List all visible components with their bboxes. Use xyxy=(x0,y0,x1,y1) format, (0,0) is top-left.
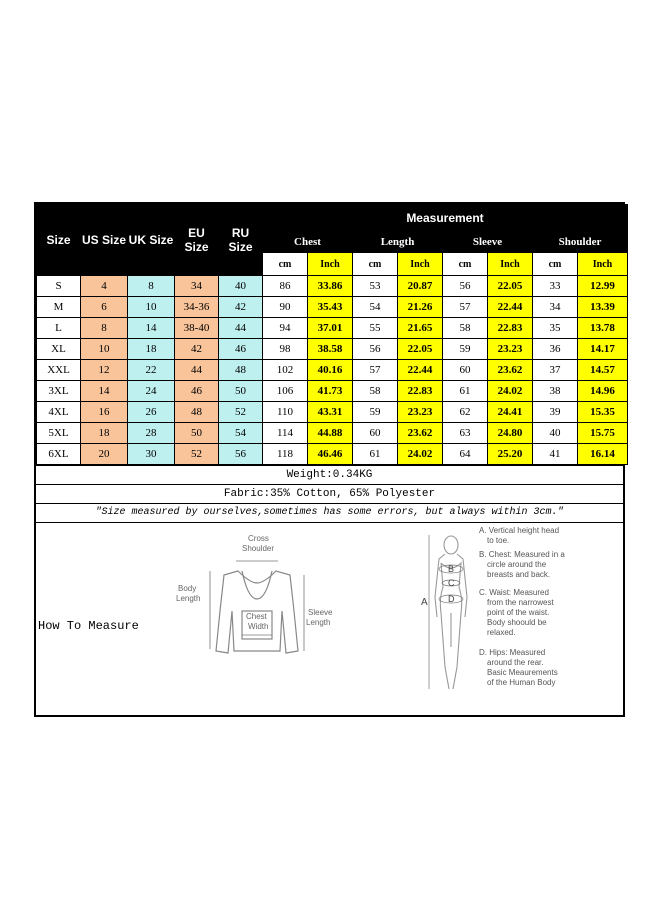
cell-sleeve-cm: 57 xyxy=(443,297,488,318)
cell-size: L xyxy=(37,318,81,339)
cell-shoulder-in: 14.17 xyxy=(578,339,628,360)
unit-inch: Inch xyxy=(308,253,353,276)
cell-sleeve-cm: 58 xyxy=(443,318,488,339)
measure-note-line: Body shoould be xyxy=(487,618,547,627)
cell-sleeve-in: 22.83 xyxy=(488,318,533,339)
cell-uk: 10 xyxy=(128,297,175,318)
cell-length-in: 23.62 xyxy=(398,423,443,444)
cell-eu: 48 xyxy=(175,402,219,423)
cell-shoulder-cm: 36 xyxy=(533,339,578,360)
group-length: Length xyxy=(353,232,443,253)
cell-us: 4 xyxy=(81,276,128,297)
cell-chest-in: 33.86 xyxy=(308,276,353,297)
cross-shoulder-text-1: Cross xyxy=(248,534,269,543)
eu-label: EU Size xyxy=(184,226,209,254)
measure-note-line: B. Chest: Measured in a xyxy=(479,550,565,559)
cell-size: 3XL xyxy=(37,381,81,402)
cell-sleeve-in: 23.23 xyxy=(488,339,533,360)
cell-ru: 44 xyxy=(219,318,263,339)
unit-inch: Inch xyxy=(488,253,533,276)
group-chest: Chest xyxy=(263,232,353,253)
cell-eu: 52 xyxy=(175,444,219,465)
cell-ru: 52 xyxy=(219,402,263,423)
cell-length-cm: 57 xyxy=(353,360,398,381)
cell-sleeve-cm: 61 xyxy=(443,381,488,402)
cell-eu: 42 xyxy=(175,339,219,360)
cell-length-cm: 54 xyxy=(353,297,398,318)
cell-size: XL xyxy=(37,339,81,360)
body-figure-icon xyxy=(435,536,467,689)
letter-a: A xyxy=(421,597,428,608)
cell-us: 16 xyxy=(81,402,128,423)
cell-us: 6 xyxy=(81,297,128,318)
cell-sleeve-in: 24.80 xyxy=(488,423,533,444)
cell-shoulder-cm: 38 xyxy=(533,381,578,402)
cell-chest-in: 35.43 xyxy=(308,297,353,318)
cell-us: 20 xyxy=(81,444,128,465)
cell-uk: 26 xyxy=(128,402,175,423)
measure-note-line: relaxed. xyxy=(487,628,516,637)
cell-sleeve-in: 24.41 xyxy=(488,402,533,423)
cell-sleeve-cm: 56 xyxy=(443,276,488,297)
unit-inch: Inch xyxy=(578,253,628,276)
cell-eu: 34-36 xyxy=(175,297,219,318)
cell-sleeve-in: 24.02 xyxy=(488,381,533,402)
ru-label: RU Size xyxy=(228,226,253,254)
cell-length-in: 24.02 xyxy=(398,444,443,465)
chest-width-text-2: Width xyxy=(248,622,269,631)
cell-chest-in: 37.01 xyxy=(308,318,353,339)
table-row xyxy=(37,423,628,444)
cell-size: 4XL xyxy=(37,402,81,423)
measure-notes xyxy=(479,527,565,687)
group-sleeve: Sleeve xyxy=(443,232,533,253)
table-row xyxy=(37,360,628,381)
cell-uk: 14 xyxy=(128,318,175,339)
unit-cm: cm xyxy=(263,253,308,276)
cell-ru: 46 xyxy=(219,339,263,360)
cell-uk: 18 xyxy=(128,339,175,360)
cell-shoulder-in: 14.96 xyxy=(578,381,628,402)
size-table xyxy=(36,204,628,465)
table-row xyxy=(37,381,628,402)
measure-note-line: breasts and back. xyxy=(487,570,551,579)
cell-eu: 38-40 xyxy=(175,318,219,339)
cell-chest-cm: 86 xyxy=(263,276,308,297)
measure-note-line: point of the waist. xyxy=(487,608,550,617)
cell-size: 6XL xyxy=(37,444,81,465)
body-length-text-2: Length xyxy=(176,594,201,603)
cell-shoulder-in: 14.57 xyxy=(578,360,628,381)
measure-note-line: around the rear. xyxy=(487,658,544,667)
cell-us: 8 xyxy=(81,318,128,339)
size-chart xyxy=(34,202,625,717)
cell-eu: 34 xyxy=(175,276,219,297)
cell-chest-in: 43.31 xyxy=(308,402,353,423)
cell-size: M xyxy=(37,297,81,318)
cell-chest-cm: 102 xyxy=(263,360,308,381)
cell-ru: 56 xyxy=(219,444,263,465)
col-size: Size xyxy=(37,205,81,276)
cell-length-in: 21.26 xyxy=(398,297,443,318)
measure-note-line: to toe. xyxy=(487,536,510,545)
cell-chest-in: 44.88 xyxy=(308,423,353,444)
cell-sleeve-cm: 64 xyxy=(443,444,488,465)
col-uk-size: UK Size xyxy=(128,205,175,276)
cell-shoulder-in: 12.99 xyxy=(578,276,628,297)
cell-length-cm: 55 xyxy=(353,318,398,339)
cell-sleeve-in: 23.62 xyxy=(488,360,533,381)
cell-length-in: 23.23 xyxy=(398,402,443,423)
cell-uk: 8 xyxy=(128,276,175,297)
cross-shoulder-text-2: Shoulder xyxy=(242,544,275,553)
cell-shoulder-cm: 39 xyxy=(533,402,578,423)
cell-ru: 50 xyxy=(219,381,263,402)
cell-shoulder-in: 13.78 xyxy=(578,318,628,339)
table-row xyxy=(37,402,628,423)
unit-inch: Inch xyxy=(398,253,443,276)
unit-cm: cm xyxy=(533,253,578,276)
cell-length-in: 22.83 xyxy=(398,381,443,402)
cell-sleeve-cm: 62 xyxy=(443,402,488,423)
cell-length-cm: 61 xyxy=(353,444,398,465)
cell-shoulder-cm: 41 xyxy=(533,444,578,465)
letter-d: D xyxy=(448,594,455,604)
cell-size: 5XL xyxy=(37,423,81,444)
weight-line: Weight:0.34KG xyxy=(36,465,623,484)
cell-sleeve-in: 22.44 xyxy=(488,297,533,318)
how-to-measure-section xyxy=(36,522,623,715)
cell-eu: 50 xyxy=(175,423,219,444)
cell-chest-in: 38.58 xyxy=(308,339,353,360)
cell-size: S xyxy=(37,276,81,297)
sleeve-length-text-1: Sleeve xyxy=(308,608,333,617)
cell-length-cm: 53 xyxy=(353,276,398,297)
how-to-measure-label: How To Measure xyxy=(38,619,139,633)
cell-eu: 46 xyxy=(175,381,219,402)
cell-ru: 42 xyxy=(219,297,263,318)
cell-eu: 44 xyxy=(175,360,219,381)
cell-shoulder-cm: 37 xyxy=(533,360,578,381)
cell-size: XXL xyxy=(37,360,81,381)
cell-uk: 24 xyxy=(128,381,175,402)
measure-note-line: from the narrowest xyxy=(487,598,554,607)
cell-shoulder-in: 15.35 xyxy=(578,402,628,423)
cell-length-in: 21.65 xyxy=(398,318,443,339)
cell-chest-cm: 106 xyxy=(263,381,308,402)
cell-sleeve-cm: 60 xyxy=(443,360,488,381)
letter-b: B xyxy=(448,564,455,574)
disclaimer-line: "Size measured by ourselves,sometimes has some errors, but always within 3cm." xyxy=(36,503,623,522)
body-diagram xyxy=(411,527,571,707)
table-row xyxy=(37,297,628,318)
cell-ru: 40 xyxy=(219,276,263,297)
col-ru-size xyxy=(219,205,263,276)
cell-shoulder-in: 13.39 xyxy=(578,297,628,318)
cell-uk: 30 xyxy=(128,444,175,465)
cell-chest-in: 40.16 xyxy=(308,360,353,381)
cell-us: 12 xyxy=(81,360,128,381)
table-row xyxy=(37,276,628,297)
cell-chest-cm: 94 xyxy=(263,318,308,339)
cell-length-cm: 56 xyxy=(353,339,398,360)
letter-c: C xyxy=(448,578,455,588)
cell-length-cm: 60 xyxy=(353,423,398,444)
cell-chest-cm: 118 xyxy=(263,444,308,465)
measure-note-line: Basic Meaurements xyxy=(487,668,558,677)
measure-note-line: of the Human Body xyxy=(487,678,556,687)
cell-chest-cm: 114 xyxy=(263,423,308,444)
fabric-line: Fabric:35% Cotton, 65% Polyester xyxy=(36,484,623,503)
sleeve-length-text-2: Length xyxy=(306,618,331,627)
cell-length-cm: 59 xyxy=(353,402,398,423)
unit-cm: cm xyxy=(443,253,488,276)
cell-chest-cm: 110 xyxy=(263,402,308,423)
cell-shoulder-in: 15.75 xyxy=(578,423,628,444)
table-row xyxy=(37,318,628,339)
table-row xyxy=(37,444,628,465)
cell-uk: 28 xyxy=(128,423,175,444)
cell-uk: 22 xyxy=(128,360,175,381)
table-row xyxy=(37,339,628,360)
measure-note-line: circle around the xyxy=(487,560,547,569)
cell-sleeve-in: 25.20 xyxy=(488,444,533,465)
cell-chest-cm: 98 xyxy=(263,339,308,360)
cell-shoulder-in: 16.14 xyxy=(578,444,628,465)
cell-length-in: 22.05 xyxy=(398,339,443,360)
cell-sleeve-cm: 63 xyxy=(443,423,488,444)
measurement-header: Measurement xyxy=(263,205,628,232)
cell-chest-cm: 90 xyxy=(263,297,308,318)
cell-length-cm: 58 xyxy=(353,381,398,402)
chest-width-text-1: Chest xyxy=(246,612,267,621)
col-eu-size xyxy=(175,205,219,276)
unit-cm: cm xyxy=(353,253,398,276)
body-length-text-1: Body xyxy=(178,584,197,593)
cell-sleeve-in: 22.05 xyxy=(488,276,533,297)
cell-shoulder-cm: 40 xyxy=(533,423,578,444)
cell-chest-in: 41.73 xyxy=(308,381,353,402)
cell-shoulder-cm: 35 xyxy=(533,318,578,339)
col-us-size: US Size xyxy=(81,205,128,276)
cell-length-in: 20.87 xyxy=(398,276,443,297)
group-shoulder: Shoulder xyxy=(533,232,628,253)
cell-shoulder-cm: 34 xyxy=(533,297,578,318)
cell-shoulder-cm: 33 xyxy=(533,276,578,297)
cell-us: 14 xyxy=(81,381,128,402)
garment-diagram xyxy=(176,531,336,671)
cell-ru: 48 xyxy=(219,360,263,381)
measure-note-line: D. Hips: Measured xyxy=(479,648,546,657)
cell-ru: 54 xyxy=(219,423,263,444)
cell-sleeve-cm: 59 xyxy=(443,339,488,360)
cell-us: 10 xyxy=(81,339,128,360)
measure-note-line: C. Waist: Measured xyxy=(479,588,549,597)
cell-length-in: 22.44 xyxy=(398,360,443,381)
cell-us: 18 xyxy=(81,423,128,444)
measure-note-line: A. Vertical height head xyxy=(479,527,560,535)
cell-chest-in: 46.46 xyxy=(308,444,353,465)
